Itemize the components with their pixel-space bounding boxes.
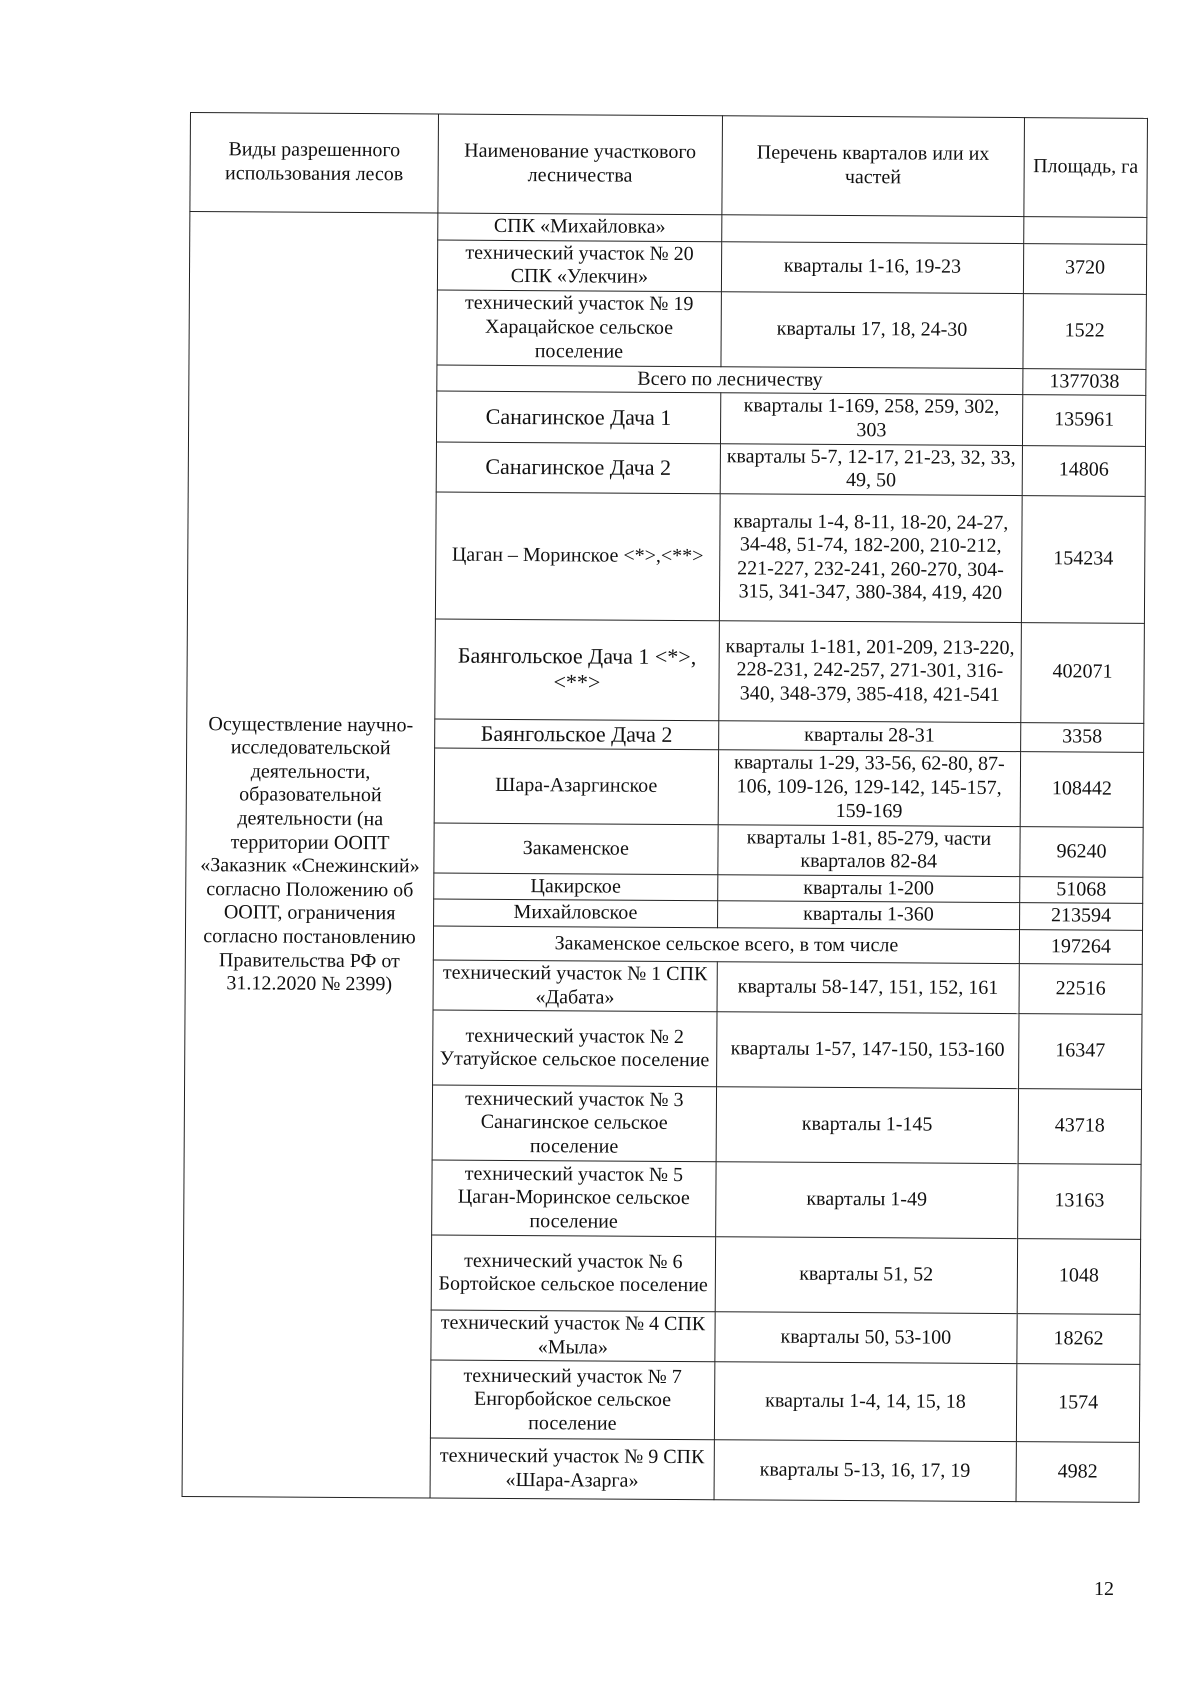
area-cell: 43718 [1018, 1089, 1141, 1165]
forestry-name-cell: Шара-Азаргинское [434, 748, 718, 825]
forestry-name-cell: Санагинское Дача 2 [436, 442, 720, 494]
quarters-cell: кварталы 5-7, 12-17, 21-23, 32, 33, 49, 50 [720, 443, 1023, 495]
area-cell: 3358 [1021, 722, 1144, 752]
quarters-cell: кварталы 1-169, 258, 259, 302, 303 [720, 393, 1023, 445]
quarters-cell: кварталы 1-49 [715, 1162, 1018, 1239]
forestry-name-cell: Санагинское Дача 1 [437, 391, 721, 443]
area-cell: 3720 [1023, 243, 1146, 294]
area-cell: 22516 [1019, 964, 1142, 1015]
forestry-name-cell: Баянгольское Дача 2 [435, 719, 719, 750]
quarters-cell: кварталы 1-81, 85-279, части кварталов 82-84 [718, 824, 1021, 876]
quarters-cell: кварталы 1-57, 147-150, 153-160 [716, 1012, 1019, 1089]
area-cell: 13163 [1018, 1164, 1141, 1240]
area-cell: 4982 [1016, 1442, 1139, 1503]
quarters-cell: кварталы 58-147, 151, 152, 161 [717, 962, 1020, 1014]
quarters-cell: кварталы 1-360 [717, 901, 1019, 929]
quarters-cell: кварталы 50, 53-100 [715, 1312, 1018, 1364]
quarters-cell: кварталы 1-16, 19-23 [721, 241, 1024, 293]
forestry-name-cell: Михайловское [434, 899, 718, 927]
quarters-cell: кварталы 17, 18, 24-30 [721, 292, 1024, 369]
quarters-cell: кварталы 1-29, 33-56, 62-80, 87-106, 109-126, 129-142, 145-157, 159-169 [718, 749, 1021, 826]
forestry-name-cell: технический участок № 2 Утатуйское сельское поселение [433, 1010, 717, 1087]
header-use-type: Виды разрешенного использования лесов [190, 113, 439, 214]
quarters-cell: кварталы 1-181, 201-209, 213-220, 228-231, 242-257, 271-301, 316-340, 348-379, 385-418, 421-541 [718, 620, 1021, 722]
quarters-cell: кварталы 5-13, 16, 17, 19 [714, 1440, 1017, 1502]
table-row [190, 212, 1147, 244]
area-cell: 154234 [1021, 495, 1145, 623]
forestry-name-cell: Цаган – Моринское <*>,<**> [436, 492, 720, 621]
forest-use-table [182, 112, 1148, 1503]
header-quarters: Перечень кварталов или их частей [722, 116, 1025, 217]
forestry-name-cell: технический участок № 5 Цаган-Моринское сельское поселение [432, 1160, 716, 1237]
area-cell: 16347 [1019, 1014, 1142, 1090]
forestry-name-cell: Баянгольское Дача 1 <*>, <**> [435, 619, 719, 721]
subtotal-area: 197264 [1019, 930, 1142, 965]
quarters-cell: кварталы 1-200 [717, 875, 1019, 903]
forestry-name-cell: технический участок № 4 СПК «Мыла» [431, 1310, 715, 1362]
forestry-name-cell: технический участок № 3 Санагинское сельское поселение [432, 1085, 716, 1162]
area-cell: 18262 [1017, 1314, 1140, 1365]
quarters-cell: кварталы 51, 52 [715, 1237, 1018, 1314]
area-cell: 135961 [1022, 395, 1145, 446]
table-header-row [190, 113, 1148, 218]
forestry-name-cell: Цакирское [434, 873, 718, 901]
area-cell: 1048 [1017, 1239, 1140, 1315]
area-cell: 1522 [1023, 293, 1146, 369]
quarters-cell: кварталы 1-4, 14, 15, 18 [714, 1362, 1017, 1442]
forestry-name-cell: технический участок № 20 СПК «Улекчин» [438, 240, 722, 292]
forestry-name-cell: технический участок № 6 Бортойское сельское поселение [431, 1235, 715, 1312]
area-cell [1024, 217, 1147, 244]
area-cell: 51068 [1020, 876, 1143, 903]
forestry-name-cell: технический участок № 19 Харацайское сельское поселение [437, 290, 721, 367]
area-cell: 96240 [1020, 826, 1143, 877]
area-cell: 14806 [1022, 445, 1145, 496]
forestry-name-cell: технический участок № 9 СПК «Шара-Азарга» [430, 1438, 714, 1500]
header-area: Площадь, га [1024, 118, 1148, 218]
forestry-name-cell: Закаменское [434, 823, 718, 875]
quarters-cell: кварталы 1-145 [716, 1087, 1019, 1164]
forestry-total-area: 1377038 [1023, 368, 1146, 395]
forestry-name-cell: СПК «Михайловка» [438, 213, 722, 241]
quarters-cell: кварталы 28-31 [718, 720, 1020, 751]
area-cell: 402071 [1021, 622, 1145, 723]
quarters-cell: кварталы 1-4, 8-11, 18-20, 24-27, 34-48, 51-74, 182-200, 210-212, 221-227, 232-241, 260-270, 304-315, 341-347, 380-384, 419, 420 [719, 493, 1022, 622]
forestry-total-label: Всего по лесничеству [437, 365, 1023, 395]
use-type-cell: Осуществление научно-исследовательской деятельности, образовательной деятельности (на территории ООПТ «Заказник «Снежинский» согласно Положению об ООПТ, ограничения согласно постановлению Правительства РФ от 31.12.2020 № 2399) [182, 212, 438, 1499]
quarters-cell [721, 215, 1023, 243]
forestry-name-cell: технический участок № 7 Енгорбойское сельское поселение [431, 1360, 715, 1440]
header-forestry-name: Наименование участкового лесничества [438, 114, 722, 215]
forestry-name-cell: технический участок № 1 СПК «Дабата» [433, 960, 717, 1012]
page-number: 12 [1094, 1578, 1114, 1600]
subtotal-label: Закаменское сельское всего, в том числе [433, 926, 1019, 964]
area-cell: 108442 [1020, 751, 1143, 827]
area-cell: 1574 [1016, 1364, 1140, 1443]
area-cell: 213594 [1019, 903, 1142, 930]
